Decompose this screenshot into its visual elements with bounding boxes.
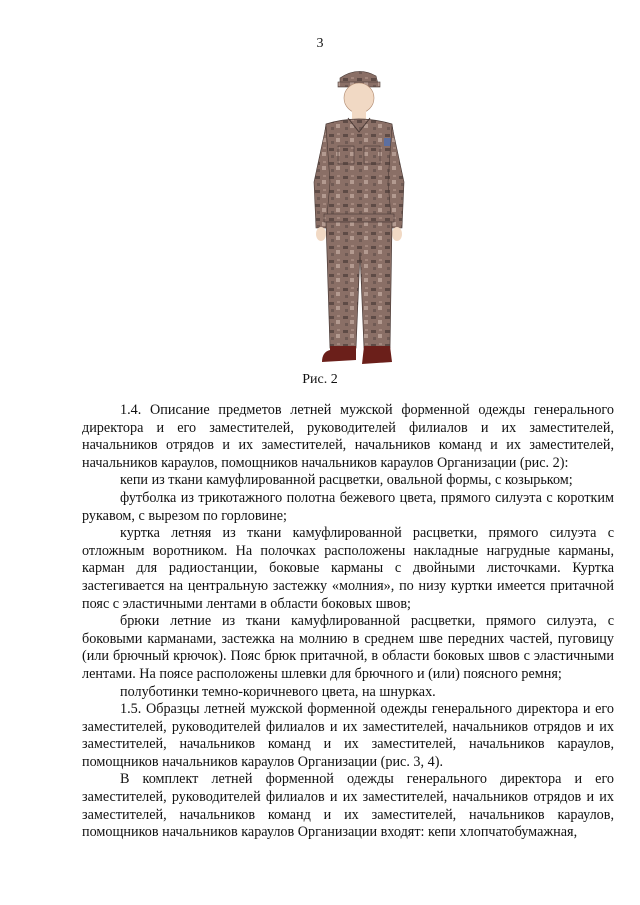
figure-caption: Рис. 2 xyxy=(302,372,338,387)
paragraph-cap: кепи из ткани камуфлированной расцветки, овальной формы, с козырьком; xyxy=(120,472,573,489)
paragraph-shoes: полуботинки темно-коричневого цвета, на шнурках. xyxy=(120,683,436,700)
uniform-figure-icon xyxy=(300,62,420,370)
paragraph-jacket: куртка летняя из ткани камуфлированной расцветки, прямого силуэта с отложным воротником. На полочках расположены накладные нагрудные карманы, карман для радиостанции, боковые карманы с двойными листочками. Куртка застегивается на центральную застежку «молния», по низу куртки имеется притачной пояс с эластичными лентами в области боковых швов; xyxy=(82,525,614,612)
paragraph-tshirt: футболка из трикотажного полотна бежевого цвета, прямого силуэта с коротким рукавом, с вырезом по горловине; xyxy=(82,489,614,524)
paragraph-trousers: брюки летние из ткани камуфлированной расцветки, прямого силуэта, с боковыми карманами, застежка на молнию в среднем шве передних частей, пуговицу (или брючный крючок). Пояс брюк притачной, в области боковых швов с эластичными лентами. На поясе расположены шлевки для брючного и (или) поясного ремня; xyxy=(82,613,614,682)
paragraph-1-4: 1.4. Описание предметов летней мужской форменной одежды генерального директора и его заместителей, руководителей филиалов и их заместителей, начальников отрядов и их заместителей, начальников команд и их заместителей, начальников караулов, помощников начальников караулов Организации (рис. 2): xyxy=(82,402,614,471)
page-number: 3 xyxy=(316,36,324,51)
body-text xyxy=(82,402,614,842)
paragraph-1-5: 1.5. Образцы летней мужской форменной одежды генерального директора и его заместителей, руководителей филиалов и их заместителей, начальников отрядов и их заместителей, начальников команд и их заместителей, начальников караулов, помощников начальников караулов Организации (рис. 3, 4). xyxy=(82,701,614,770)
paragraph-set: В комплект летней форменной одежды генерального директора и его заместителей, руководителей филиалов и их заместителей, начальников отрядов и их заместителей, начальников команд и их заместителей, начальников караулов, помощников начальников караулов Организации входят: кепи хлопчатобумажная, xyxy=(82,771,614,841)
